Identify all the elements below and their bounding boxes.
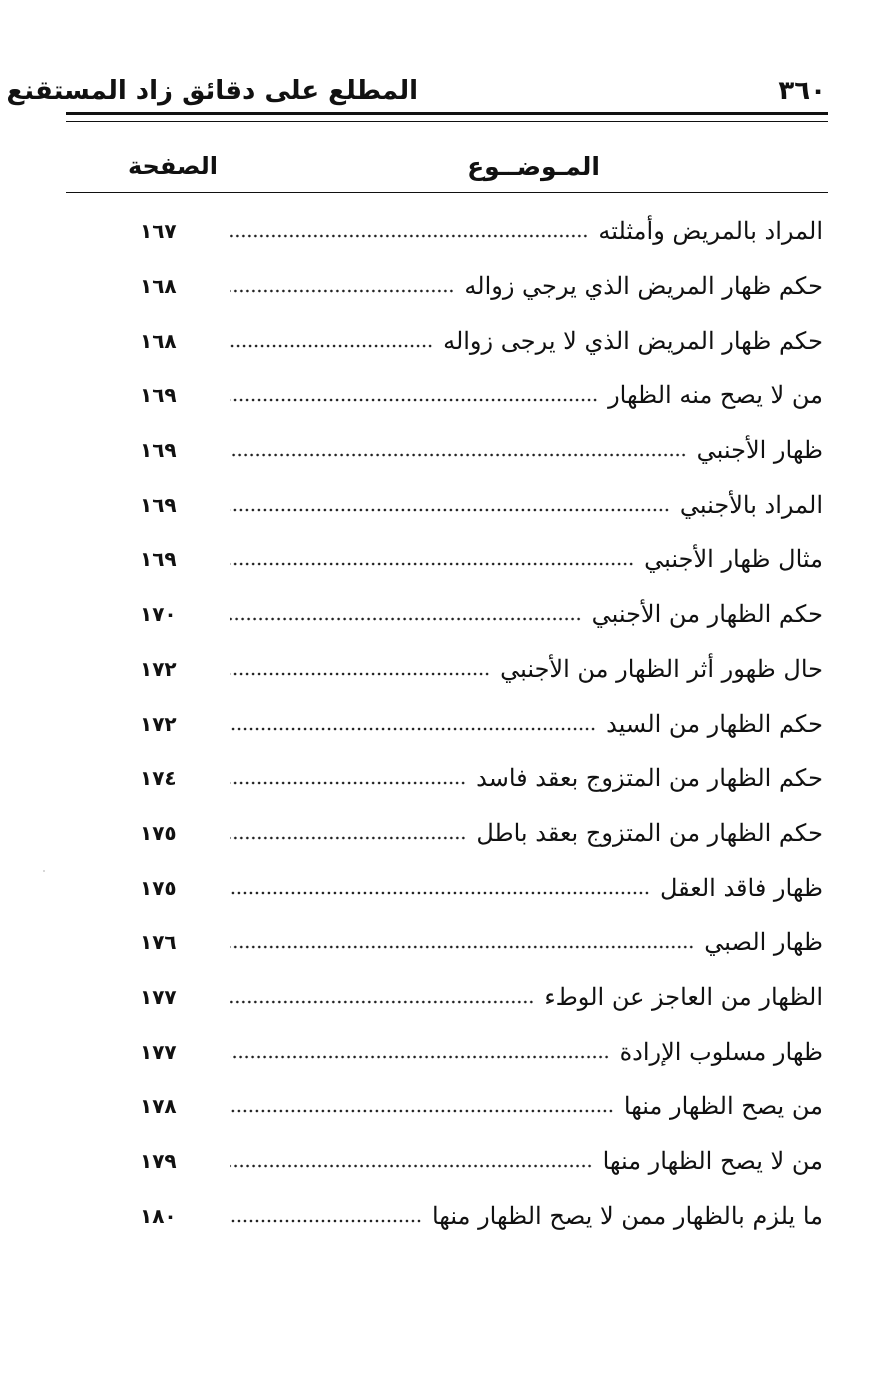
dot-leader — [230, 449, 687, 461]
page-column-heading: الصفحة — [127, 152, 218, 180]
toc-entry — [140, 860, 823, 915]
toc-entry-title: حال ظهور أثر الظهار من الأجنبي — [500, 654, 823, 683]
toc-entry-page: ١٧٥ — [140, 820, 177, 845]
toc-entry-title: حكم الظهار من المتزوج بعقد باطل — [476, 818, 823, 847]
toc-entry-title: من يصح الظهار منها — [623, 1092, 823, 1121]
dot-leader — [230, 230, 588, 242]
toc-entry-page: ١٦٨ — [140, 328, 177, 353]
toc-entry-title: ظهار الأجنبي — [696, 436, 823, 465]
toc-entry-title: المراد بالمريض وأمثلته — [598, 217, 823, 246]
toc-entry — [140, 1134, 823, 1189]
toc-entry-page: ١٦٨ — [140, 274, 177, 299]
toc-entry-title: حكم ظهار المريض الذي يرجي زواله — [464, 272, 823, 301]
toc-entry-title: مثال ظهار الأجنبي — [644, 545, 823, 574]
dot-leader — [230, 723, 596, 735]
toc-entry — [140, 1079, 823, 1134]
toc-entry-title: ظهار فاقد العقل — [659, 873, 823, 902]
dot-leader — [230, 887, 650, 899]
toc-entry-page: ١٦٩ — [140, 383, 177, 408]
toc-entry — [140, 1024, 823, 1079]
dot-leader — [230, 558, 634, 570]
dot-leader — [230, 394, 598, 406]
toc-entry-title: حكم الظهار من الأجنبي — [591, 600, 823, 629]
toc-entry-page: ١٦٧ — [140, 219, 177, 244]
toc-entry-title: من لا يصح منه الظهار — [608, 381, 823, 410]
toc-entry-title: الظهار من العاجز عن الوطء — [544, 982, 823, 1011]
dot-leader — [230, 1215, 422, 1227]
toc-entry-page: ١٦٩ — [140, 438, 177, 463]
dot-leader — [230, 777, 466, 789]
dot-leader — [230, 668, 490, 680]
toc-entry-title: من لا يصح الظهار منها — [602, 1147, 823, 1176]
dot-leader — [230, 941, 694, 953]
column-headings — [66, 150, 828, 190]
toc-entry-title: المراد بالأجنبي — [679, 490, 823, 519]
header-double-rule — [66, 112, 828, 122]
dot-leader — [230, 1051, 610, 1063]
toc-entry-page: ١٧٥ — [140, 875, 177, 900]
dot-leader — [230, 832, 466, 844]
dot-leader — [230, 1105, 614, 1117]
toc-entry-page: ١٧٢ — [140, 656, 177, 681]
dot-leader — [230, 340, 433, 352]
dot-leader — [230, 504, 670, 516]
toc-entry-page: ١٧٧ — [140, 984, 177, 1009]
table-of-contents — [140, 204, 823, 1243]
toc-entry — [140, 642, 823, 697]
toc-entry — [140, 587, 823, 642]
dot-leader — [230, 613, 582, 625]
toc-entry-page: ١٨٠ — [140, 1203, 177, 1228]
scan-speck — [43, 870, 45, 872]
dot-leader — [230, 996, 534, 1008]
toc-entry — [140, 915, 823, 970]
toc-entry — [140, 1188, 823, 1243]
toc-entry — [140, 423, 823, 478]
toc-entry-page: ١٧٠ — [140, 602, 177, 627]
toc-entry — [140, 477, 823, 532]
toc-entry-title: حكم الظهار من السيد — [606, 709, 823, 738]
toc-entry-page: ١٧٩ — [140, 1149, 177, 1174]
dot-leader — [230, 285, 454, 297]
toc-entry-page: ١٧٨ — [140, 1094, 177, 1119]
toc-entry-page: ١٧٢ — [140, 711, 177, 736]
toc-entry-page: ١٧٦ — [140, 930, 177, 955]
column-heading-rule — [66, 192, 828, 193]
toc-entry-page: ١٦٩ — [140, 547, 177, 572]
toc-entry-page: ١٦٩ — [140, 492, 177, 517]
toc-entry — [140, 970, 823, 1025]
toc-entry — [140, 313, 823, 368]
toc-entry — [140, 532, 823, 587]
page-number: ٣٦٠ — [778, 76, 826, 106]
toc-entry-page: ١٧٤ — [140, 766, 177, 791]
toc-entry-page: ١٧٧ — [140, 1039, 177, 1064]
toc-entry — [140, 751, 823, 806]
toc-entry — [140, 696, 823, 751]
book-title: المطلع على دقائق زاد المستقنع — [6, 76, 418, 106]
toc-entry-title: ما يلزم بالظهار ممن لا يصح الظهار منها — [431, 1201, 823, 1230]
dot-leader — [230, 1160, 593, 1172]
toc-entry — [140, 368, 823, 423]
toc-entry — [140, 806, 823, 861]
toc-entry — [140, 259, 823, 314]
topic-column-heading: المـوضــوع — [467, 152, 600, 181]
toc-entry-title: ظهار الصبي — [704, 928, 823, 957]
toc-entry — [140, 204, 823, 259]
toc-entry-title: حكم ظهار المريض الذي لا يرجى زواله — [443, 326, 823, 355]
toc-entry-title: حكم الظهار من المتزوج بعقد فاسد — [476, 764, 823, 793]
toc-entry-title: ظهار مسلوب الإرادة — [619, 1037, 823, 1066]
